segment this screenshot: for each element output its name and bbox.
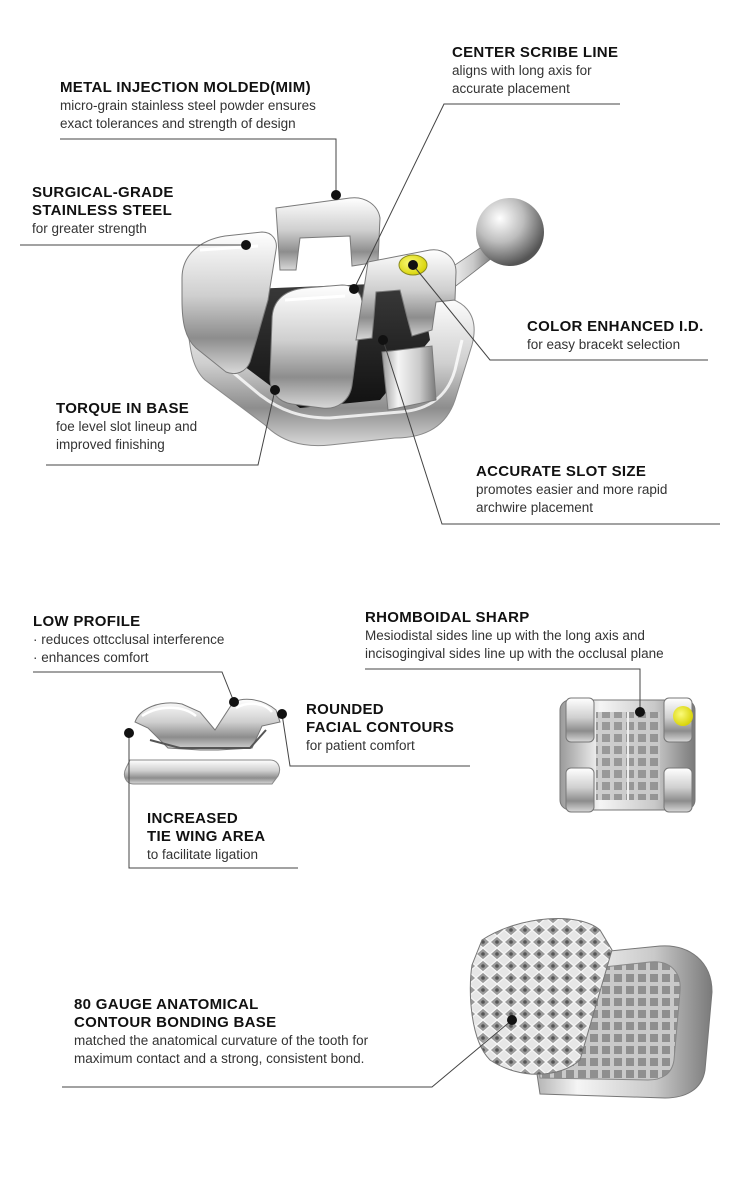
low-profile-bracket-image	[124, 699, 280, 784]
desc-line: Mesiodistal sides line up with the long axis and	[365, 628, 645, 643]
desc-line: matched the anatomical curvature of the tooth for	[74, 1033, 369, 1048]
label-title	[32, 184, 174, 220]
title-line: TIE WING AREA	[147, 828, 266, 845]
label-description	[56, 418, 197, 454]
label-title	[147, 810, 265, 846]
label-title: CENTER SCRIBE LINE	[452, 44, 619, 61]
desc-line: foe level slot lineup and	[56, 419, 198, 434]
title-line: STAINLESS STEEL	[32, 202, 173, 219]
front-view-bracket-image	[560, 698, 695, 812]
label-tie-wing	[147, 810, 265, 864]
title-line: FACIAL CONTOURS	[306, 719, 455, 736]
desc-line: incisogingival sides line up with the occlusal plane	[365, 646, 664, 661]
label-title	[306, 701, 454, 737]
label-rounded-contours	[306, 701, 454, 755]
label-description	[33, 631, 224, 667]
label-rhomboidal	[365, 609, 664, 663]
label-torque	[56, 400, 197, 454]
label-title: METAL INJECTION MOLDED(MIM)	[60, 79, 311, 96]
desc-line: maximum contact and a strong, consistent bond.	[74, 1051, 365, 1066]
label-title: RHOMBOIDAL SHARP	[365, 609, 530, 626]
title-line: SURGICAL-GRADE	[32, 184, 174, 201]
label-center-scribe-line	[452, 44, 618, 98]
title-line: CONTOUR BONDING BASE	[74, 1014, 277, 1031]
title-line: 80 GAUGE ANATOMICAL	[74, 996, 259, 1013]
label-description	[147, 846, 265, 864]
desc-line: for easy bracekt selection	[527, 337, 681, 352]
desc-line: micro-grain stainless steel powder ensures	[60, 98, 316, 113]
desc-line: · enhances comfort	[33, 650, 149, 665]
desc-line: promotes easier and more rapid	[476, 482, 668, 497]
label-surgical-steel	[32, 184, 174, 238]
bonding-base-image	[470, 919, 712, 1098]
label-description	[74, 1032, 368, 1068]
label-description	[527, 336, 704, 354]
label-title: LOW PROFILE	[33, 613, 141, 630]
desc-line: · reduces ottcclusal interference	[33, 632, 225, 647]
desc-line: exact tolerances and strength of design	[60, 116, 296, 131]
label-title: COLOR ENHANCED I.D.	[527, 318, 704, 335]
label-description	[60, 97, 316, 133]
desc-line: archwire placement	[476, 500, 594, 515]
label-title: TORQUE IN BASE	[56, 400, 190, 417]
label-title: ACCURATE SLOT SIZE	[476, 463, 647, 480]
desc-line: for greater strength	[32, 221, 147, 236]
label-bonding-base	[74, 996, 368, 1068]
desc-line: accurate placement	[452, 81, 570, 96]
label-description	[476, 481, 667, 517]
label-description	[452, 62, 618, 98]
label-low-profile	[33, 613, 224, 667]
title-line: INCREASED	[147, 810, 239, 827]
label-color-id	[527, 318, 704, 354]
main-bracket-image	[182, 198, 544, 446]
label-description	[365, 627, 664, 663]
label-description	[306, 737, 454, 755]
desc-line: aligns with long axis for	[452, 63, 592, 78]
label-title	[74, 996, 368, 1032]
label-slot-size	[476, 463, 667, 517]
desc-line: improved finishing	[56, 437, 165, 452]
desc-line: to facilitate ligation	[147, 847, 259, 862]
desc-line: for patient comfort	[306, 738, 415, 753]
label-description	[32, 220, 174, 238]
label-mim	[60, 79, 316, 133]
title-line: ROUNDED	[306, 701, 384, 718]
